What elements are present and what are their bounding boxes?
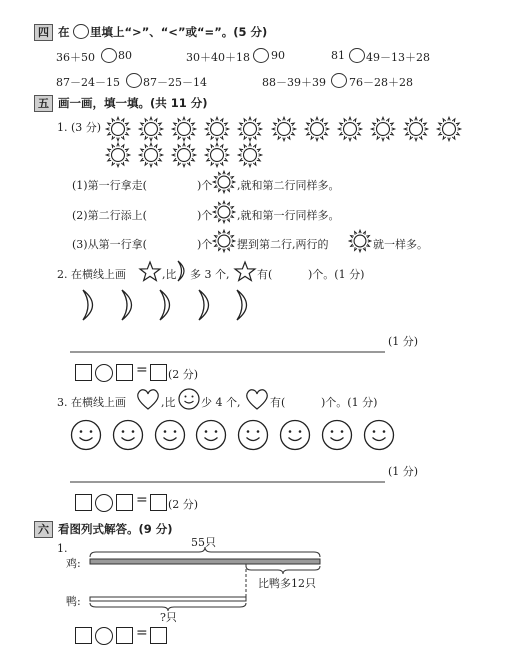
q2-text-pre: 2. 在横线上画: [57, 268, 126, 281]
q2-text-mid1: ,比: [162, 268, 177, 281]
q2-text-mid3: 有(: [257, 268, 273, 281]
section-4-title: 里填上“>”、“<”或“=”。(5 分): [90, 25, 268, 39]
compare-left: 30＋40＋18: [186, 51, 250, 64]
eq-box[interactable]: [75, 627, 92, 644]
q2-line-score: (1 分): [388, 335, 419, 348]
q3-text-pre: 3. 在横线上画: [57, 396, 126, 409]
duck-unknown-label: ?只: [160, 611, 177, 624]
section-4-number: 四: [34, 24, 53, 41]
chicken-total-label: 55只: [191, 536, 216, 549]
eq-sign: =: [136, 362, 148, 378]
q1-sub2: (2)第二行添上(: [72, 209, 147, 222]
q3-text-mid1: ,比: [161, 396, 176, 409]
q1-sub3: (3)从第一行拿(: [72, 238, 147, 251]
compare-right: 90: [271, 49, 285, 62]
q1-sub3-unit: )个: [197, 238, 213, 251]
q1-sub1-end: ,就和第二行同样多。: [237, 179, 340, 192]
compare-right: 80: [118, 49, 132, 62]
eq-circle[interactable]: [95, 627, 113, 645]
q3-eq-score: (2 分): [168, 498, 199, 511]
eq-box[interactable]: [116, 627, 133, 644]
duck-label: 鸭:: [66, 595, 81, 608]
compare-left: 88－39＋39: [262, 76, 326, 89]
compare-left: 81: [331, 49, 345, 62]
q2-text-end: )个。(1 分): [308, 268, 365, 281]
s6-q1-label: 1.: [57, 542, 68, 555]
q3-text-mid3: 有(: [270, 396, 286, 409]
q1-sub3-end: 就一样多。: [373, 238, 428, 251]
q2-eq-score: (2 分): [168, 368, 199, 381]
q1-sub3-mid: 摆到第二行,两行的: [237, 238, 329, 251]
section-5-number: 五: [34, 95, 53, 112]
compare-right: 87－25－14: [143, 76, 207, 89]
eq-sign: =: [136, 625, 148, 641]
compare-left: 87－24－15: [56, 76, 120, 89]
eq-box[interactable]: [150, 627, 167, 644]
compare-left: 36＋50: [56, 51, 95, 64]
q2-text-mid2: 多 3 个,: [190, 268, 230, 281]
q3-line-score: (1 分): [388, 465, 419, 478]
q3-text-end: )个。(1 分): [321, 396, 378, 409]
q1-sub2-unit: )个: [197, 209, 213, 222]
section-6-title: 看图列式解答。(9 分): [58, 522, 173, 536]
diff-label: 比鸭多12只: [258, 577, 316, 590]
compare-right: 76－28＋28: [349, 76, 413, 89]
chicken-label: 鸡:: [66, 557, 81, 570]
compare-right: 49－13＋28: [366, 51, 430, 64]
q1-sub1-unit: )个: [197, 179, 213, 192]
section-4-title-pre: 在: [58, 25, 70, 39]
q3-text-mid2: 少 4 个,: [201, 396, 241, 409]
eq-sign: =: [136, 492, 148, 508]
q1-label: 1. (3 分): [57, 121, 102, 134]
q1-sub1: (1)第一行拿走(: [72, 179, 147, 192]
section-6-number: 六: [34, 521, 53, 538]
q1-sub2-end: ,就和第一行同样多。: [237, 209, 340, 222]
section-5-title: 画一画，填一填。(共 11 分): [58, 96, 208, 110]
